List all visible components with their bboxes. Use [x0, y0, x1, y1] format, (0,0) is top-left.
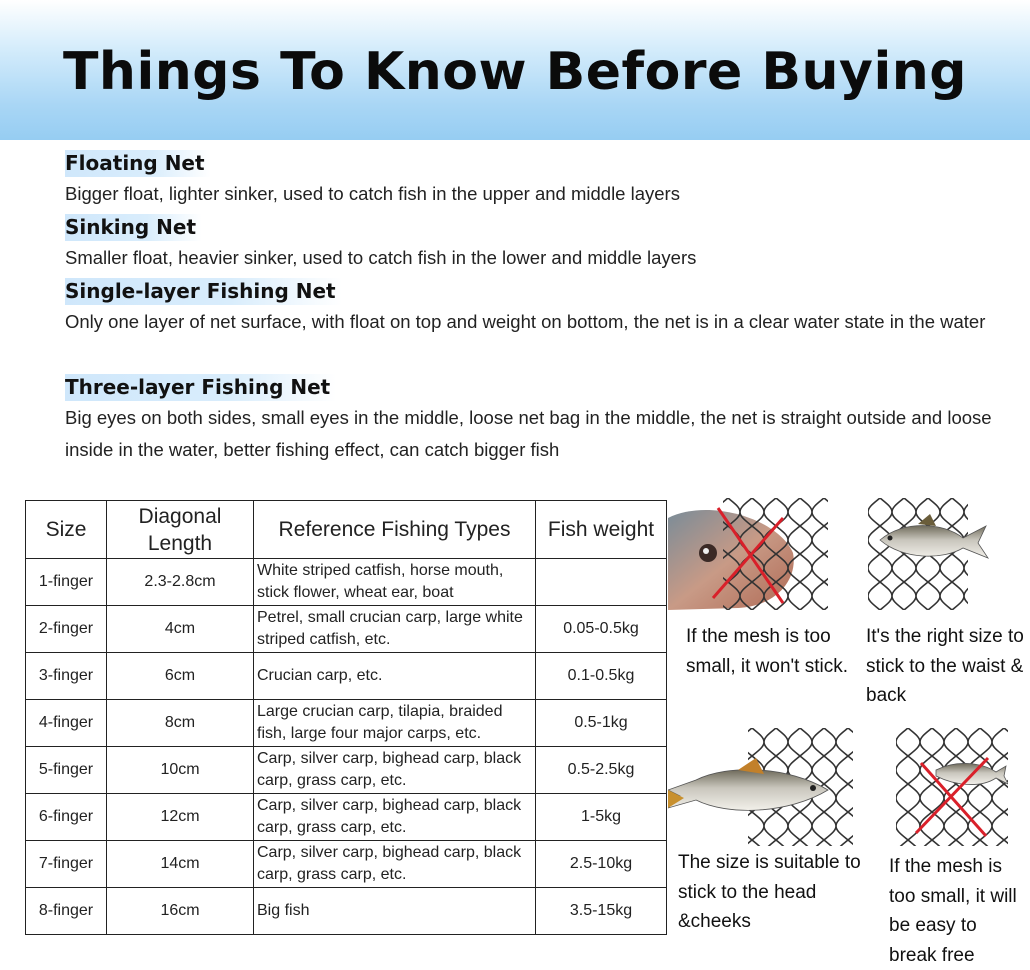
- caption-suitable-size: The size is suitable to stick to the head &cheeks: [678, 852, 861, 932]
- section-text: Big eyes on both sides, small eyes in the middle, loose net bag in the middle, the net is straight outside and loose inside in the water, better fishing effect, can catch bigger fish: [65, 407, 992, 460]
- table-header-row: [26, 501, 667, 559]
- cell-reference-types: Crucian carp, etc.: [254, 653, 536, 700]
- cell-reference-types: Big fish: [254, 888, 536, 935]
- cell-diagonal-length: 4cm: [107, 606, 254, 653]
- page-title: Things To Know Before Buying: [62, 42, 968, 102]
- section-heading: Floating Net: [65, 150, 211, 177]
- cell-reference-types: White striped catfish, horse mouth, stick flower, wheat ear, boat: [254, 559, 536, 606]
- mesh-too-small-fish-illustration: [668, 498, 828, 610]
- cell-size: 5-finger: [26, 747, 107, 794]
- table-row: [26, 747, 667, 794]
- cell-fish-weight: 0.1-0.5kg: [536, 653, 667, 700]
- cell-reference-types: Large crucian carp, tilapia, braided fish, large four major carps, etc.: [254, 700, 536, 747]
- section-heading: Three-layer Fishing Net: [65, 374, 336, 401]
- cell-fish-weight: 0.5-1kg: [536, 700, 667, 747]
- suitable-size-fish-illustration: [668, 728, 863, 846]
- section-single-layer-net: [65, 278, 1005, 338]
- cell-diagonal-length: 6cm: [107, 653, 254, 700]
- cell-reference-types: Carp, silver carp, bighead carp, black carp, grass carp, etc.: [254, 747, 536, 794]
- cell-fish-weight: 3.5-15kg: [536, 888, 667, 935]
- cell-size: 3-finger: [26, 653, 107, 700]
- cell-size: 6-finger: [26, 794, 107, 841]
- cell-diagonal-length: 8cm: [107, 700, 254, 747]
- cell-size: 7-finger: [26, 841, 107, 888]
- cell-fish-weight: 0.05-0.5kg: [536, 606, 667, 653]
- cell-fish-weight: 0.5-2.5kg: [536, 747, 667, 794]
- cell-diagonal-length: 16cm: [107, 888, 254, 935]
- cell-diagonal-length: 12cm: [107, 794, 254, 841]
- table-row: [26, 888, 667, 935]
- section-text: Bigger float, lighter sinker, used to catch fish in the upper and middle layers: [65, 183, 680, 204]
- section-floating-net: [65, 150, 1005, 210]
- cell-reference-types: Carp, silver carp, bighead carp, black carp, grass carp, etc.: [254, 841, 536, 888]
- caption-right-size: It's the right size to stick to the waist & back: [866, 626, 1024, 706]
- break-free-fish-illustration: [896, 728, 1008, 846]
- cell-fish-weight: [536, 559, 667, 606]
- right-size-fish-illustration: [868, 498, 993, 610]
- cell-size: 8-finger: [26, 888, 107, 935]
- cell-size: 4-finger: [26, 700, 107, 747]
- section-heading: Single-layer Fishing Net: [65, 278, 342, 305]
- table-row: [26, 841, 667, 888]
- section-heading: Sinking Net: [65, 214, 202, 241]
- section-text: Smaller float, heavier sinker, used to catch fish in the lower and middle layers: [65, 247, 697, 268]
- cell-size: 2-finger: [26, 606, 107, 653]
- cell-size: 1-finger: [26, 559, 107, 606]
- header-size: Size: [26, 501, 107, 559]
- cell-fish-weight: 1-5kg: [536, 794, 667, 841]
- table-row: [26, 559, 667, 606]
- table-row: [26, 606, 667, 653]
- cell-reference-types: Petrel, small crucian carp, large white striped catfish, etc.: [254, 606, 536, 653]
- mesh-size-table: [25, 500, 667, 935]
- header-reference-types: Reference Fishing Types: [254, 501, 536, 559]
- cell-diagonal-length: 2.3-2.8cm: [107, 559, 254, 606]
- caption-mesh-too-small: If the mesh is too small, it won't stick.: [686, 626, 848, 677]
- table-row: [26, 700, 667, 747]
- table-row: [26, 653, 667, 700]
- caption-break-free: If the mesh is too small, it will be easy to break free: [889, 856, 1017, 966]
- cell-reference-types: Carp, silver carp, bighead carp, black carp, grass carp, etc.: [254, 794, 536, 841]
- title-banner: [0, 0, 1030, 140]
- section-sinking-net: [65, 214, 1005, 274]
- section-three-layer-net: [65, 374, 1005, 466]
- cell-fish-weight: 2.5-10kg: [536, 841, 667, 888]
- cell-diagonal-length: 14cm: [107, 841, 254, 888]
- header-fish-weight: Fish weight: [536, 501, 667, 559]
- section-text: Only one layer of net surface, with float on top and weight on bottom, the net is in a clear water state in the water: [65, 311, 986, 332]
- cell-diagonal-length: 10cm: [107, 747, 254, 794]
- table-row: [26, 794, 667, 841]
- header-diagonal-length: Diagonal Length: [107, 501, 254, 559]
